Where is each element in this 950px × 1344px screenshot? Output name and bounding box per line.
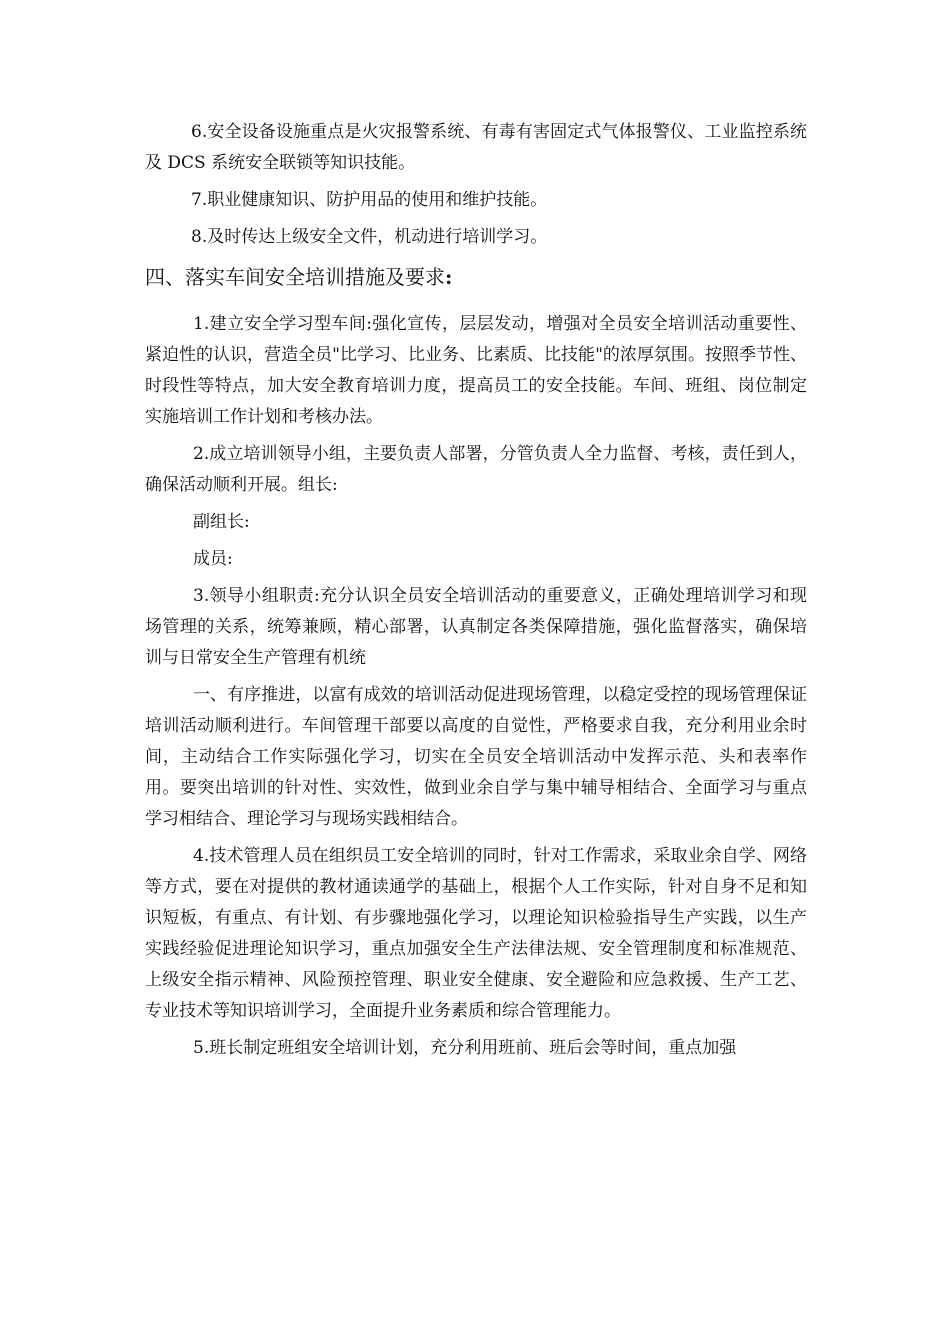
vice-leader-label: 副组长: [193, 512, 250, 532]
paragraph-item-2: 2.成立培训领导小组，主要负责人部署，分管负责人全力监督、考核，责任到人，确保活动顺利开展。组长: [145, 444, 807, 495]
paragraph-item-4: 4.技术管理人员在组织员工安全培训的同时，针对工作需求，采取业余自学、网络等方式，要在对提供的教材通读通学的基础上，根据个人工作实际，针对自身不足和知识短板，有重点、有计划、有步骤地强化学习，以理论知识检验指导生产实践，以生产实践经验促进理论知识学习，重点加强安全生产法律法规、安全管理制度和标准规范、上级安全指示精神、风险预控管理、职业安全健康、安全避险和应急救援、生产工艺、专业技术等知识培训学习，全面提升业务素质和综合管理能力。 [145, 846, 807, 1021]
paragraph-item-3: 3.领导小组职责:充分认识全员安全培训活动的重要意义，正确处理培训学习和现场管理的关系，统筹兼顾，精心部署，认真制定各类保障措施，强化监督落实，确保培训与日常安全生产管理有机统 [145, 586, 807, 668]
paragraph-item-8: 8.及时传达上级安全文件，机动进行培训学习。 [191, 227, 548, 247]
paragraph-item-6: 6.安全设备设施重点是火灾报警系统、有毒有害固定式气体报警仪、工业监控系统及 DCS 系统安全联锁等知识技能。 [145, 122, 807, 173]
section-heading-text: 四、落实车间安全培训措施及要求 [145, 265, 445, 289]
section-heading-colon: : [445, 265, 453, 289]
document-body [145, 117, 807, 1070]
paragraph-item-7: 7.职业健康知识、防护用品的使用和维护技能。 [191, 190, 548, 210]
paragraph-item-1: 1.建立安全学习型车间:强化宣传，层层发动，增强对全员安全培训活动重要性、紧迫性的认识，营造全员"比学习、比业务、比素质、比技能"的浓厚氛围。按照季节性、时段性等特点，加大安全教育培训力度，提高员工的安全技能。车间、班组、岗位制定实施培训工作计划和考核办法。 [145, 314, 807, 427]
section-heading [145, 259, 807, 295]
paragraph-item-5: 5.班长制定班组安全培训计划，充分利用班前、班后会等时间，重点加强 [193, 1038, 737, 1058]
members-label: 成员: [193, 549, 233, 569]
paragraph-orderly-advance: 一、有序推进，以富有成效的培训活动促进现场管理，以稳定受控的现场管理保证培训活动顺利进行。车间管理干部要以高度的自觉性，严格要求自我，充分利用业余时间，主动结合工作实际强化学习，切实在全员安全培训活动中发挥示范、头和表率作用。要突出培训的针对性、实效性，做到业余自学与集中辅导相结合、全面学习与重点学习相结合、理论学习与现场实践相结合。 [145, 685, 807, 829]
